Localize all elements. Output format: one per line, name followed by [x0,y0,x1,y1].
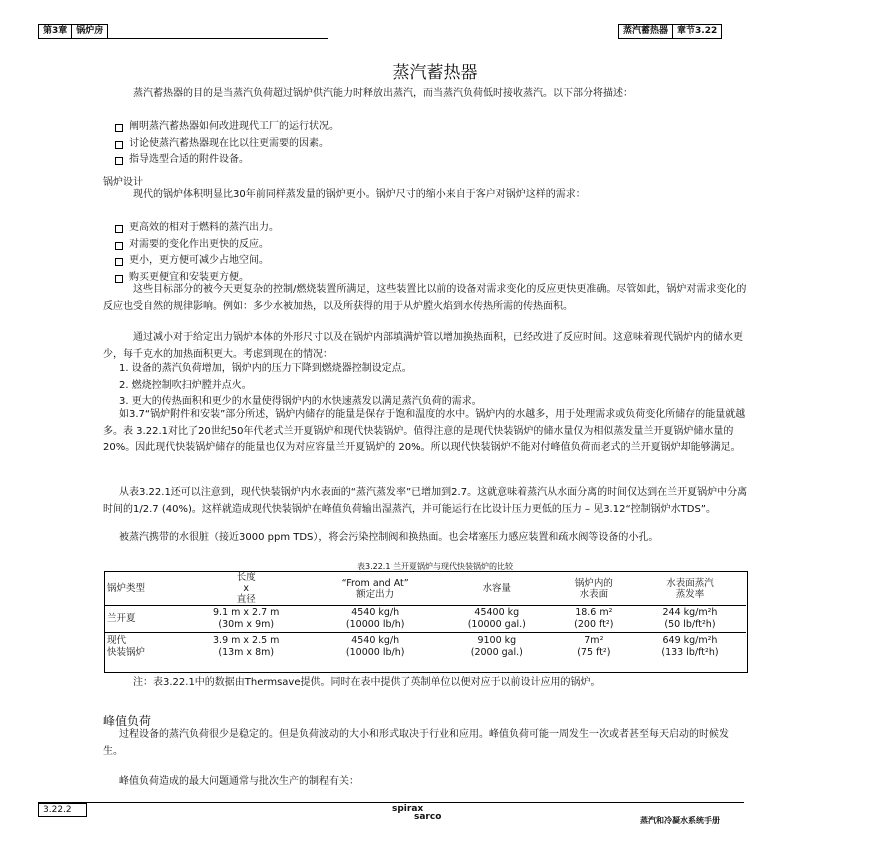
section-title-tab: 蒸汽蓄热器 [623,26,669,36]
section-heading-peak-load: 峰值负荷 [103,714,152,728]
cell-water: 9100 kg (2000 gal.) [470,635,523,658]
cell-type: 现代 快装锅炉 [107,635,146,658]
boiler-need-bullet: 更高效的相对于燃料的蒸汽出力。 [113,220,279,237]
cell-release: 244 kg/m²h (50 lb/ft²h) [634,606,746,633]
cell-size: 9.1 m x 2.7 m (30m x 9m) [182,606,310,633]
page-title: 蒸汽蓄热器 [392,63,478,83]
header-water-capacity: 水容量 [440,572,554,606]
boiler-design-paragraph-6: 被蒸汽携带的水很脏（接近3000 ppm TDS），将会污染控制阀和换热面。也会堵塞压力感应装置和疏水阀等设备的小孔。 [119,532,659,543]
table-row [104,606,746,633]
cell-release: 649 kg/m²h (133 lb/ft²h) [661,635,719,658]
footer-rule [38,802,744,803]
chapter-title: 锅炉房 [71,25,107,38]
header-size: 长度 x 直径 [182,572,310,606]
section-tab [618,24,722,39]
page-number: 3.22.2 [38,803,87,817]
comparison-table [104,572,746,661]
cell-size: 3.9 m x 2.5 m (13m x 8m) [213,635,280,658]
boiler-needs-bullet-list [113,220,279,286]
boiler-design-paragraph-3: 通过减小对于给定出力锅炉本体的外形尺寸以及在锅炉内部填满炉管以增加换热面积，已经改进了反应时间。这意味着现代锅炉内的储水更少，每千克水的加热面积更大。考虑到现在的情况： [103,332,743,360]
intro-bullet: 讨论使蒸汽蓄热器现在比以往更需要的因素。 [113,136,339,153]
chapter-tab [38,24,108,39]
table-note: 注：表3.22.1中的数据由Thermsave提供。同时在表中提供了英制单位以便对应于以前设计应用的锅炉。 [133,677,601,688]
peak-load-paragraph-1: 过程设备的蒸汽负荷很少是稳定的。但是负荷波动的大小和形式取决于行业和应用。峰值负荷可能一周发生一次或者甚至每天启动的时候发生。 [103,729,729,757]
header-release-rate: 水表面蒸汽 蒸发率 [634,572,746,606]
intro-bullet: 指导选型合适的附件设备。 [113,152,339,169]
intro-bullet-list [113,119,339,169]
boiler-need-bullet: 购买更便宜和安装更方便。 [113,270,279,287]
section-heading-boiler-design: 锅炉设计 [103,177,143,188]
cell-surface: 7m² (75 ft²) [577,635,611,658]
table-header-row [104,572,746,606]
boiler-design-paragraph-2: 这些目标部分的被今天更复杂的控制/燃烧装置所满足，这些装置比以前的设备对需求变化的反应更快更准确。尽管如此，锅炉对需求变化的反应也受自然的规律影响。例如：多少水被加热，以及所获得的用于从炉膛火焰到水传热所需的传热面积。 [103,284,747,312]
boiler-design-paragraph-1: 现代的锅炉体积明显比30年前同样蒸发量的锅炉更小。锅炉尺寸的缩小来自于客户对锅炉这样的需求： [133,189,586,200]
numbered-item: 2. 燃烧控制吹扫炉膛并点火。 [119,379,252,391]
header-rating: “From and At” 额定出力 [310,572,440,606]
cell-rating: 4540 kg/h (10000 lb/h) [345,635,405,658]
book-title: 蒸汽和冷凝水系统手册 [640,816,720,825]
header-rule-left [38,38,328,39]
cell-type: 兰开夏 [104,606,182,633]
logo-word-spirax: spirax [392,804,424,814]
cell-rating: 4540 kg/h (10000 lb/h) [310,606,440,633]
numbered-item: 3. 更大的传热面积和更少的水量使得锅炉内的水快速蒸发以满足蒸汽负荷的需求。 [119,396,482,407]
table-caption: 表3.22.1 兰开夏锅炉与现代快装锅炉的比较 [357,562,513,571]
intro-bullet: 阐明蒸汽蓄热器如何改进现代工厂的运行状况。 [113,119,339,136]
boiler-need-bullet: 更小，更方便可减少占地空间。 [113,253,279,270]
chapter-number: 第3章 [43,26,68,36]
logo-word-sarco: sarco [414,812,442,822]
cell-water: 45400 kg (10000 gal.) [440,606,554,633]
spirax-sarco-logo [392,805,441,821]
header-water-surface: 锅炉内的 水表面 [554,572,634,606]
boiler-design-paragraph-5: 从表3.22.1还可以注意到，现代快装锅炉内水表面的“蒸汽蒸发率”已增加到2.7。这就意味着蒸汽从水面分离的时间仅达到在兰开夏锅炉中分离时间的1/2.7 (40%)。这样就造成现代快装锅炉在峰值负荷输出湿蒸汽，并可能运行在比设计压力更低的压力 – 见3.12“控制锅炉水TDS”。 [103,487,748,515]
boiler-need-bullet: 对需要的变化作出更快的反应。 [113,237,279,254]
boiler-design-paragraph-4: 如3.7“锅炉附件和安装”部分所述，锅炉内储存的能量是保存于饱和温度的水中。锅炉内的水越多，用于处理需求或负荷变化所储存的能量就越多。表 3.22.1对比了20世纪50年代老式兰开夏锅炉和现代快装锅炉。值得注意的是现代快装锅炉的储水量仅为相似蒸发量兰开夏锅炉储水量的 20%。因此现代快装锅炉储存的能量也仅为对应容量兰开夏锅炉的 20%。所以现代快装锅炉不能对付峰值负荷而老式的兰开夏锅炉却能够满足。 [103,409,746,453]
numbered-list [119,361,482,411]
cell-surface: 18.6 m² (200 ft²) [554,606,634,633]
intro-paragraph: 蒸汽蓄热器的目的是当蒸汽负荷超过锅炉供汽能力时释放出蒸汽，而当蒸汽负荷低时接收蒸汽。以下部分将描述： [133,88,633,99]
header-boiler-type: 锅炉类型 [104,572,182,606]
table-row [104,633,746,662]
numbered-item: 1. 设备的蒸汽负荷增加，锅炉内的压力下降到燃烧器控制设定点。 [119,363,412,374]
peak-load-paragraph-2: 峰值负荷造成的最大问题通常与批次生产的制程有关： [119,776,359,787]
section-number: 章节3.22 [672,25,721,38]
